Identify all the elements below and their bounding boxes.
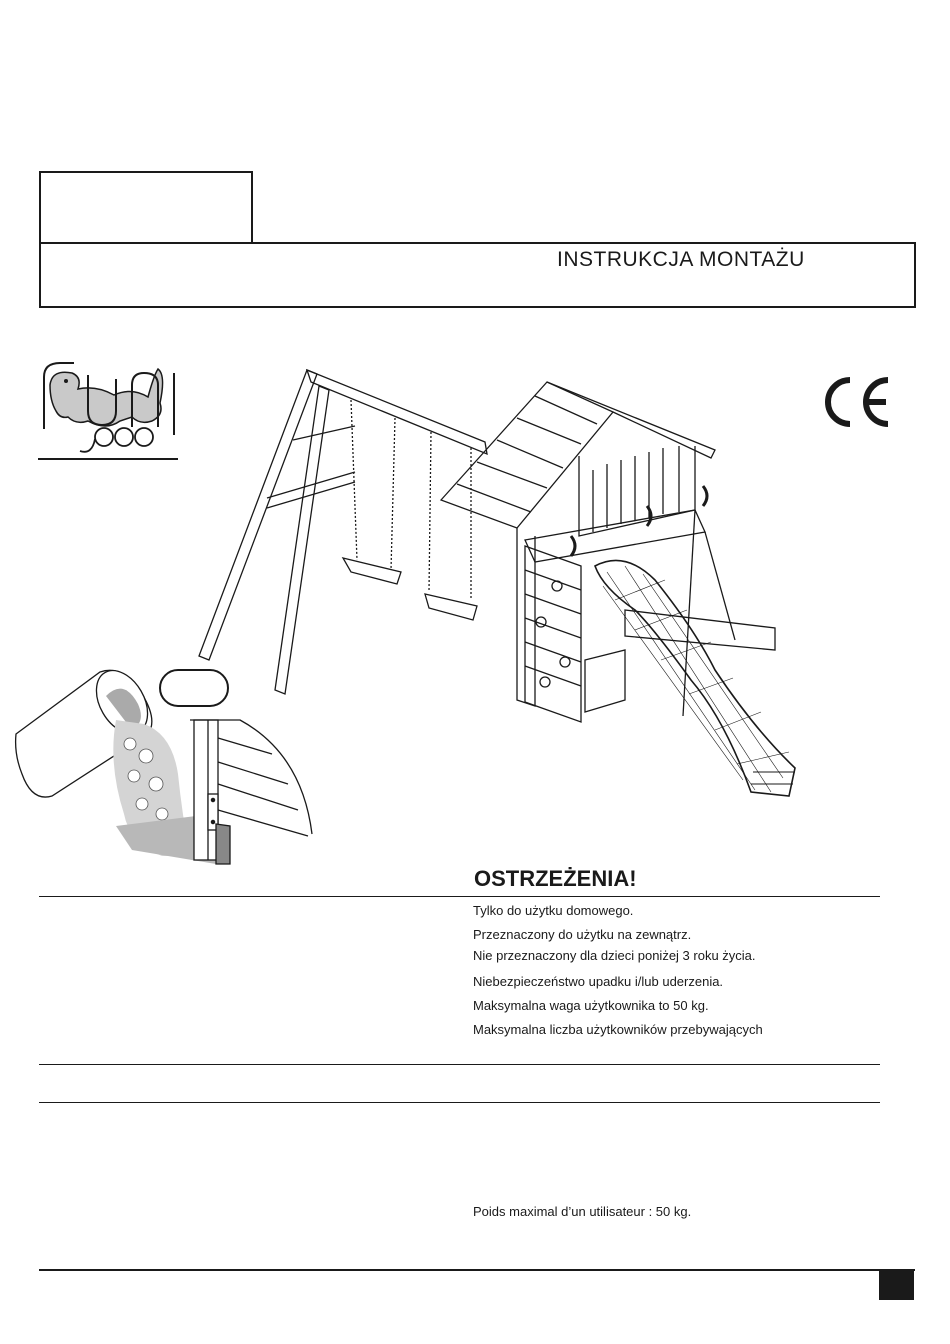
warnings-heading: OSTRZEŻENIA! bbox=[474, 866, 637, 891]
section-divider bbox=[39, 1102, 880, 1103]
warning-line: Maksymalna liczba użytkowników przebywających bbox=[473, 1022, 763, 1037]
warning-line: Niebezpieczeństwo upadku i/lub uderzenia. bbox=[473, 974, 724, 989]
footer-rule bbox=[39, 1269, 915, 1271]
warnings-divider bbox=[39, 896, 880, 897]
warning-line: Przeznaczony do użytku na zewnątrz. bbox=[473, 927, 692, 942]
warning-line: Maksymalna waga użytkownika to 50 kg. bbox=[473, 998, 709, 1013]
ce-mark bbox=[818, 372, 894, 432]
warning-line: Nie przeznaczony dla dzieci poniżej 3 roku życia. bbox=[473, 948, 756, 963]
anchoring-illustration bbox=[12, 664, 332, 874]
document-title: INSTRUKCJA MONTAŻU bbox=[557, 248, 805, 271]
french-max-weight: Poids maximal d’un utilisateur : 50 kg. bbox=[473, 1204, 692, 1219]
warning-line: Tylko do użytku domowego. bbox=[473, 903, 634, 918]
header-box-small bbox=[39, 171, 253, 243]
page-marker bbox=[879, 1270, 914, 1300]
section-divider bbox=[39, 1064, 880, 1065]
fungoo-logo bbox=[36, 355, 182, 463]
